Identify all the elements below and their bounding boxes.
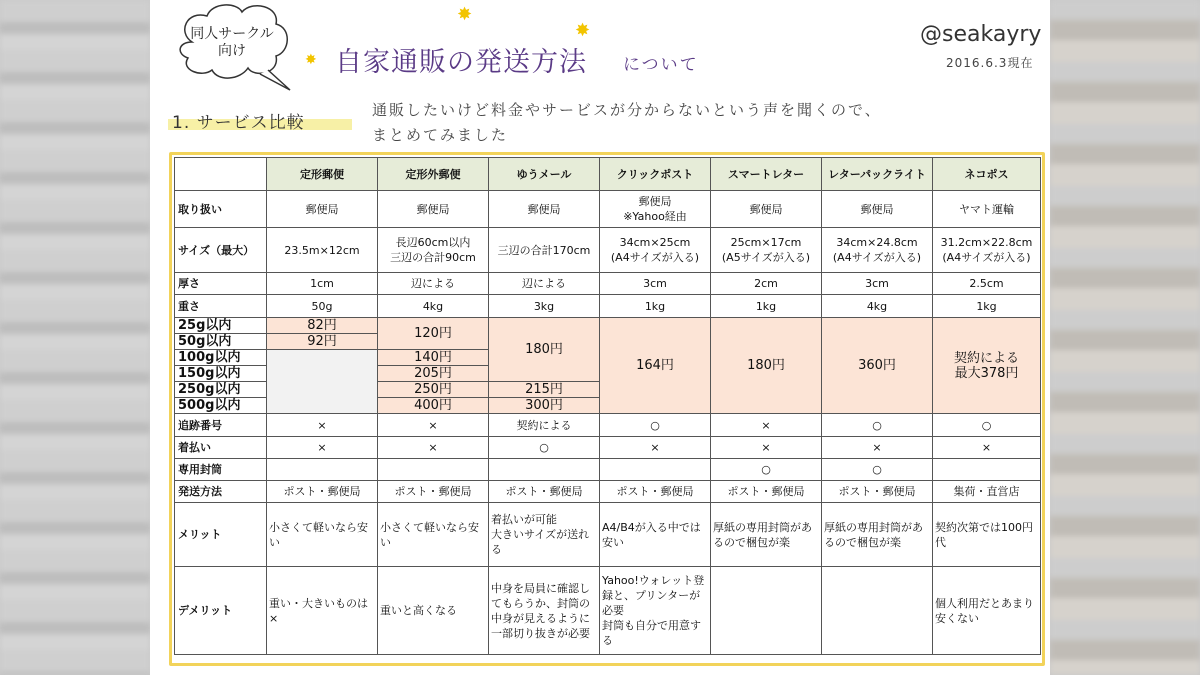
- table-cell: 郵便局: [267, 191, 378, 228]
- table-cell: A4/B4が入る中では安い: [600, 503, 711, 567]
- price-value: 140円: [378, 350, 488, 366]
- table-cell: 2.5cm: [933, 273, 1041, 295]
- table-cell: ×: [822, 437, 933, 459]
- price-cell-letterpack: 360円: [822, 318, 933, 414]
- price-row: [175, 318, 1041, 414]
- table-row: [175, 228, 1041, 273]
- intro-line2: まとめてみました: [372, 126, 509, 144]
- price-cell-nekopos: [933, 318, 1041, 414]
- section-heading-text: 1. サービス比較: [172, 113, 305, 133]
- table-cell: 中身を局員に確認してもらうか、封筒の中身が見えるように一部切り抜きが必要: [489, 567, 600, 655]
- table-row: [175, 295, 1041, 318]
- table-cell: ×: [711, 414, 822, 437]
- table-row: [175, 273, 1041, 295]
- cell-line: ※Yahoo経由: [623, 210, 687, 223]
- table-cell: ○: [489, 437, 600, 459]
- price-value: 215円: [489, 382, 599, 398]
- weight-tier-labels: [175, 318, 267, 414]
- table-header-row: [175, 158, 1041, 191]
- row-label: 発送方法: [175, 481, 267, 503]
- table-cell: 4kg: [378, 295, 489, 318]
- background-right: [1050, 0, 1200, 675]
- table-cell: [933, 228, 1041, 273]
- table-cell: 小さくて軽いなら安い: [378, 503, 489, 567]
- table-cell: 重いと高くなる: [378, 567, 489, 655]
- cell-line: 25cm×17cm: [730, 236, 802, 249]
- table-cell: [267, 459, 378, 481]
- table-cell: 1kg: [600, 295, 711, 318]
- table-cell: 厚紙の専用封筒があるので梱包が楽: [822, 503, 933, 567]
- table-cell: 4kg: [822, 295, 933, 318]
- price-value: 82円: [267, 318, 377, 334]
- price-value: 180円: [489, 318, 599, 382]
- table-cell: [822, 567, 933, 655]
- price-value: 300円: [489, 398, 599, 413]
- cell-line: 34cm×25cm: [619, 236, 691, 249]
- table-cell: ×: [378, 414, 489, 437]
- price-cell-smartletter: 180円: [711, 318, 822, 414]
- table-cell: 個人利用だとあまり安くない: [933, 567, 1041, 655]
- row-label: 追跡番号: [175, 414, 267, 437]
- table-cell: 集荷・直営店: [933, 481, 1041, 503]
- table-cell: [600, 459, 711, 481]
- cell-line: (A4サイズが入る): [942, 251, 1031, 264]
- service-header: 定形外郵便: [378, 158, 489, 191]
- table-cell: [378, 459, 489, 481]
- service-header: スマートレター: [711, 158, 822, 191]
- cell-line: (A4サイズが入る): [832, 251, 922, 264]
- table-cell: [378, 228, 489, 273]
- table-cell: 厚紙の専用封筒があるので梱包が楽: [711, 503, 822, 567]
- table-cell: [822, 228, 933, 273]
- cell-line: (A5サイズが入る): [721, 251, 811, 264]
- table-cell: 3cm: [822, 273, 933, 295]
- table-cell: 辺による: [378, 273, 489, 295]
- cell-line: 三辺の合計90cm: [390, 251, 476, 264]
- table-cell: ポスト・郵便局: [489, 481, 600, 503]
- service-header: ゆうメール: [489, 158, 600, 191]
- table-cell: ○: [822, 414, 933, 437]
- price-blank: [267, 350, 377, 413]
- service-header: ネコポス: [933, 158, 1041, 191]
- table-cell: 郵便局: [489, 191, 600, 228]
- intro-line1: 通販したいけど料金やサービスが分からないという声を聞くので、: [372, 101, 882, 119]
- table-cell: ×: [267, 414, 378, 437]
- table-cell: 50g: [267, 295, 378, 318]
- table-cell: 三辺の合計170cm: [489, 228, 600, 273]
- row-label: デメリット: [175, 567, 267, 655]
- table-cell: ○: [933, 414, 1041, 437]
- page-title-suffix: について: [623, 55, 699, 75]
- speech-bubble: [172, 2, 290, 88]
- cell-line: 契約による: [953, 350, 1019, 366]
- row-label: 重さ: [175, 295, 267, 318]
- row-label: 着払い: [175, 437, 267, 459]
- price-value: 92円: [267, 334, 377, 350]
- table-cell: [933, 459, 1041, 481]
- speech-bubble-text: [180, 26, 284, 60]
- table-cell: ポスト・郵便局: [711, 481, 822, 503]
- table-cell: ポスト・郵便局: [378, 481, 489, 503]
- price-cell-teikeigai: [378, 318, 489, 414]
- cell-line: (A4サイズが入る): [610, 251, 700, 264]
- table-cell: ×: [711, 437, 822, 459]
- table-row: [175, 414, 1041, 437]
- table-cell: ×: [267, 437, 378, 459]
- weight-tier: 500g以内: [178, 398, 241, 413]
- table-cell: 契約による: [489, 414, 600, 437]
- price-value: 120円: [378, 318, 488, 350]
- table-row: [175, 481, 1041, 503]
- table-cell: [600, 228, 711, 273]
- bubble-line1: 同人サークル: [190, 26, 274, 42]
- row-label: 専用封筒: [175, 459, 267, 481]
- cell-line: 長辺60cm以内: [395, 236, 471, 249]
- table-cell: [711, 228, 822, 273]
- intro-text: [372, 98, 972, 148]
- service-header: クリックポスト: [600, 158, 711, 191]
- table-cell: 1kg: [711, 295, 822, 318]
- table-cell: 重い・大きいものは×: [267, 567, 378, 655]
- table-row: [175, 567, 1041, 655]
- table-cell: 郵便局: [378, 191, 489, 228]
- table-cell: ×: [600, 437, 711, 459]
- table-cell: 小さくて軽いなら安い: [267, 503, 378, 567]
- bubble-line2: 向け: [218, 43, 246, 59]
- as-of-date: 2016.6.3現在: [946, 56, 1034, 70]
- star-icon: ✸: [457, 4, 473, 25]
- cell-line: 郵便局: [638, 195, 672, 208]
- table-cell: 3kg: [489, 295, 600, 318]
- section-heading: [168, 110, 352, 133]
- table-corner: [175, 158, 267, 191]
- table-cell: 2cm: [711, 273, 822, 295]
- weight-tier: 25g以内: [175, 318, 266, 334]
- table-cell: ×: [378, 437, 489, 459]
- table-cell: [489, 459, 600, 481]
- row-label: 取り扱い: [175, 191, 267, 228]
- table-cell: 辺による: [489, 273, 600, 295]
- price-cell-clickpost: 164円: [600, 318, 711, 414]
- cell-line: 31.2cm×22.8cm: [940, 236, 1033, 249]
- table-cell: ポスト・郵便局: [267, 481, 378, 503]
- price-value: 400円: [378, 398, 488, 413]
- comparison-table-frame: [169, 152, 1045, 666]
- cell-line: 最大378円: [954, 365, 1019, 381]
- star-icon: ✸: [575, 20, 591, 41]
- table-cell: ○: [822, 459, 933, 481]
- table-row: [175, 459, 1041, 481]
- table-cell: ヤマト運輸: [933, 191, 1041, 228]
- table-cell: ポスト・郵便局: [822, 481, 933, 503]
- weight-tier: 50g以内: [175, 334, 266, 350]
- table-cell: ○: [600, 414, 711, 437]
- cell-line: 34cm×24.8cm: [836, 236, 918, 249]
- price-cell-teikei: [267, 318, 378, 414]
- table-cell: 1cm: [267, 273, 378, 295]
- table-row: [175, 191, 1041, 228]
- table-cell: Yahoo!ウォレット登録と、プリンターが必要 封筒も自分で用意する: [600, 567, 711, 655]
- table-cell: [711, 567, 822, 655]
- author-handle: @seakayry: [920, 22, 1042, 47]
- background-left: [0, 0, 150, 675]
- table-cell: 着払いが可能 大きいサイズが送れる: [489, 503, 600, 567]
- document-page: [150, 0, 1050, 675]
- comparison-table: [174, 157, 1041, 655]
- table-cell: 郵便局: [711, 191, 822, 228]
- price-value: 250円: [378, 382, 488, 398]
- table-cell: ○: [711, 459, 822, 481]
- row-label: 厚さ: [175, 273, 267, 295]
- table-row: [175, 437, 1041, 459]
- weight-tier: 100g以内: [175, 350, 266, 366]
- service-header: 定形郵便: [267, 158, 378, 191]
- table-cell: ポスト・郵便局: [600, 481, 711, 503]
- table-cell: 郵便局: [822, 191, 933, 228]
- table-cell: [600, 191, 711, 228]
- price-value: 205円: [378, 366, 488, 382]
- service-header: レターパックライト: [822, 158, 933, 191]
- price-cell-yumail: [489, 318, 600, 414]
- table-cell: 1kg: [933, 295, 1041, 318]
- page-title: 自家通販の発送方法: [335, 47, 587, 78]
- table-cell: 契約次第では100円代: [933, 503, 1041, 567]
- table-cell: 3cm: [600, 273, 711, 295]
- weight-tier: 150g以内: [175, 366, 266, 382]
- row-label: サイズ（最大）: [175, 228, 267, 273]
- table-cell: 23.5m×12cm: [267, 228, 378, 273]
- star-icon: ✸: [305, 52, 317, 68]
- table-cell: ×: [933, 437, 1041, 459]
- row-label: メリット: [175, 503, 267, 567]
- weight-tier: 250g以内: [175, 382, 266, 398]
- table-row: [175, 503, 1041, 567]
